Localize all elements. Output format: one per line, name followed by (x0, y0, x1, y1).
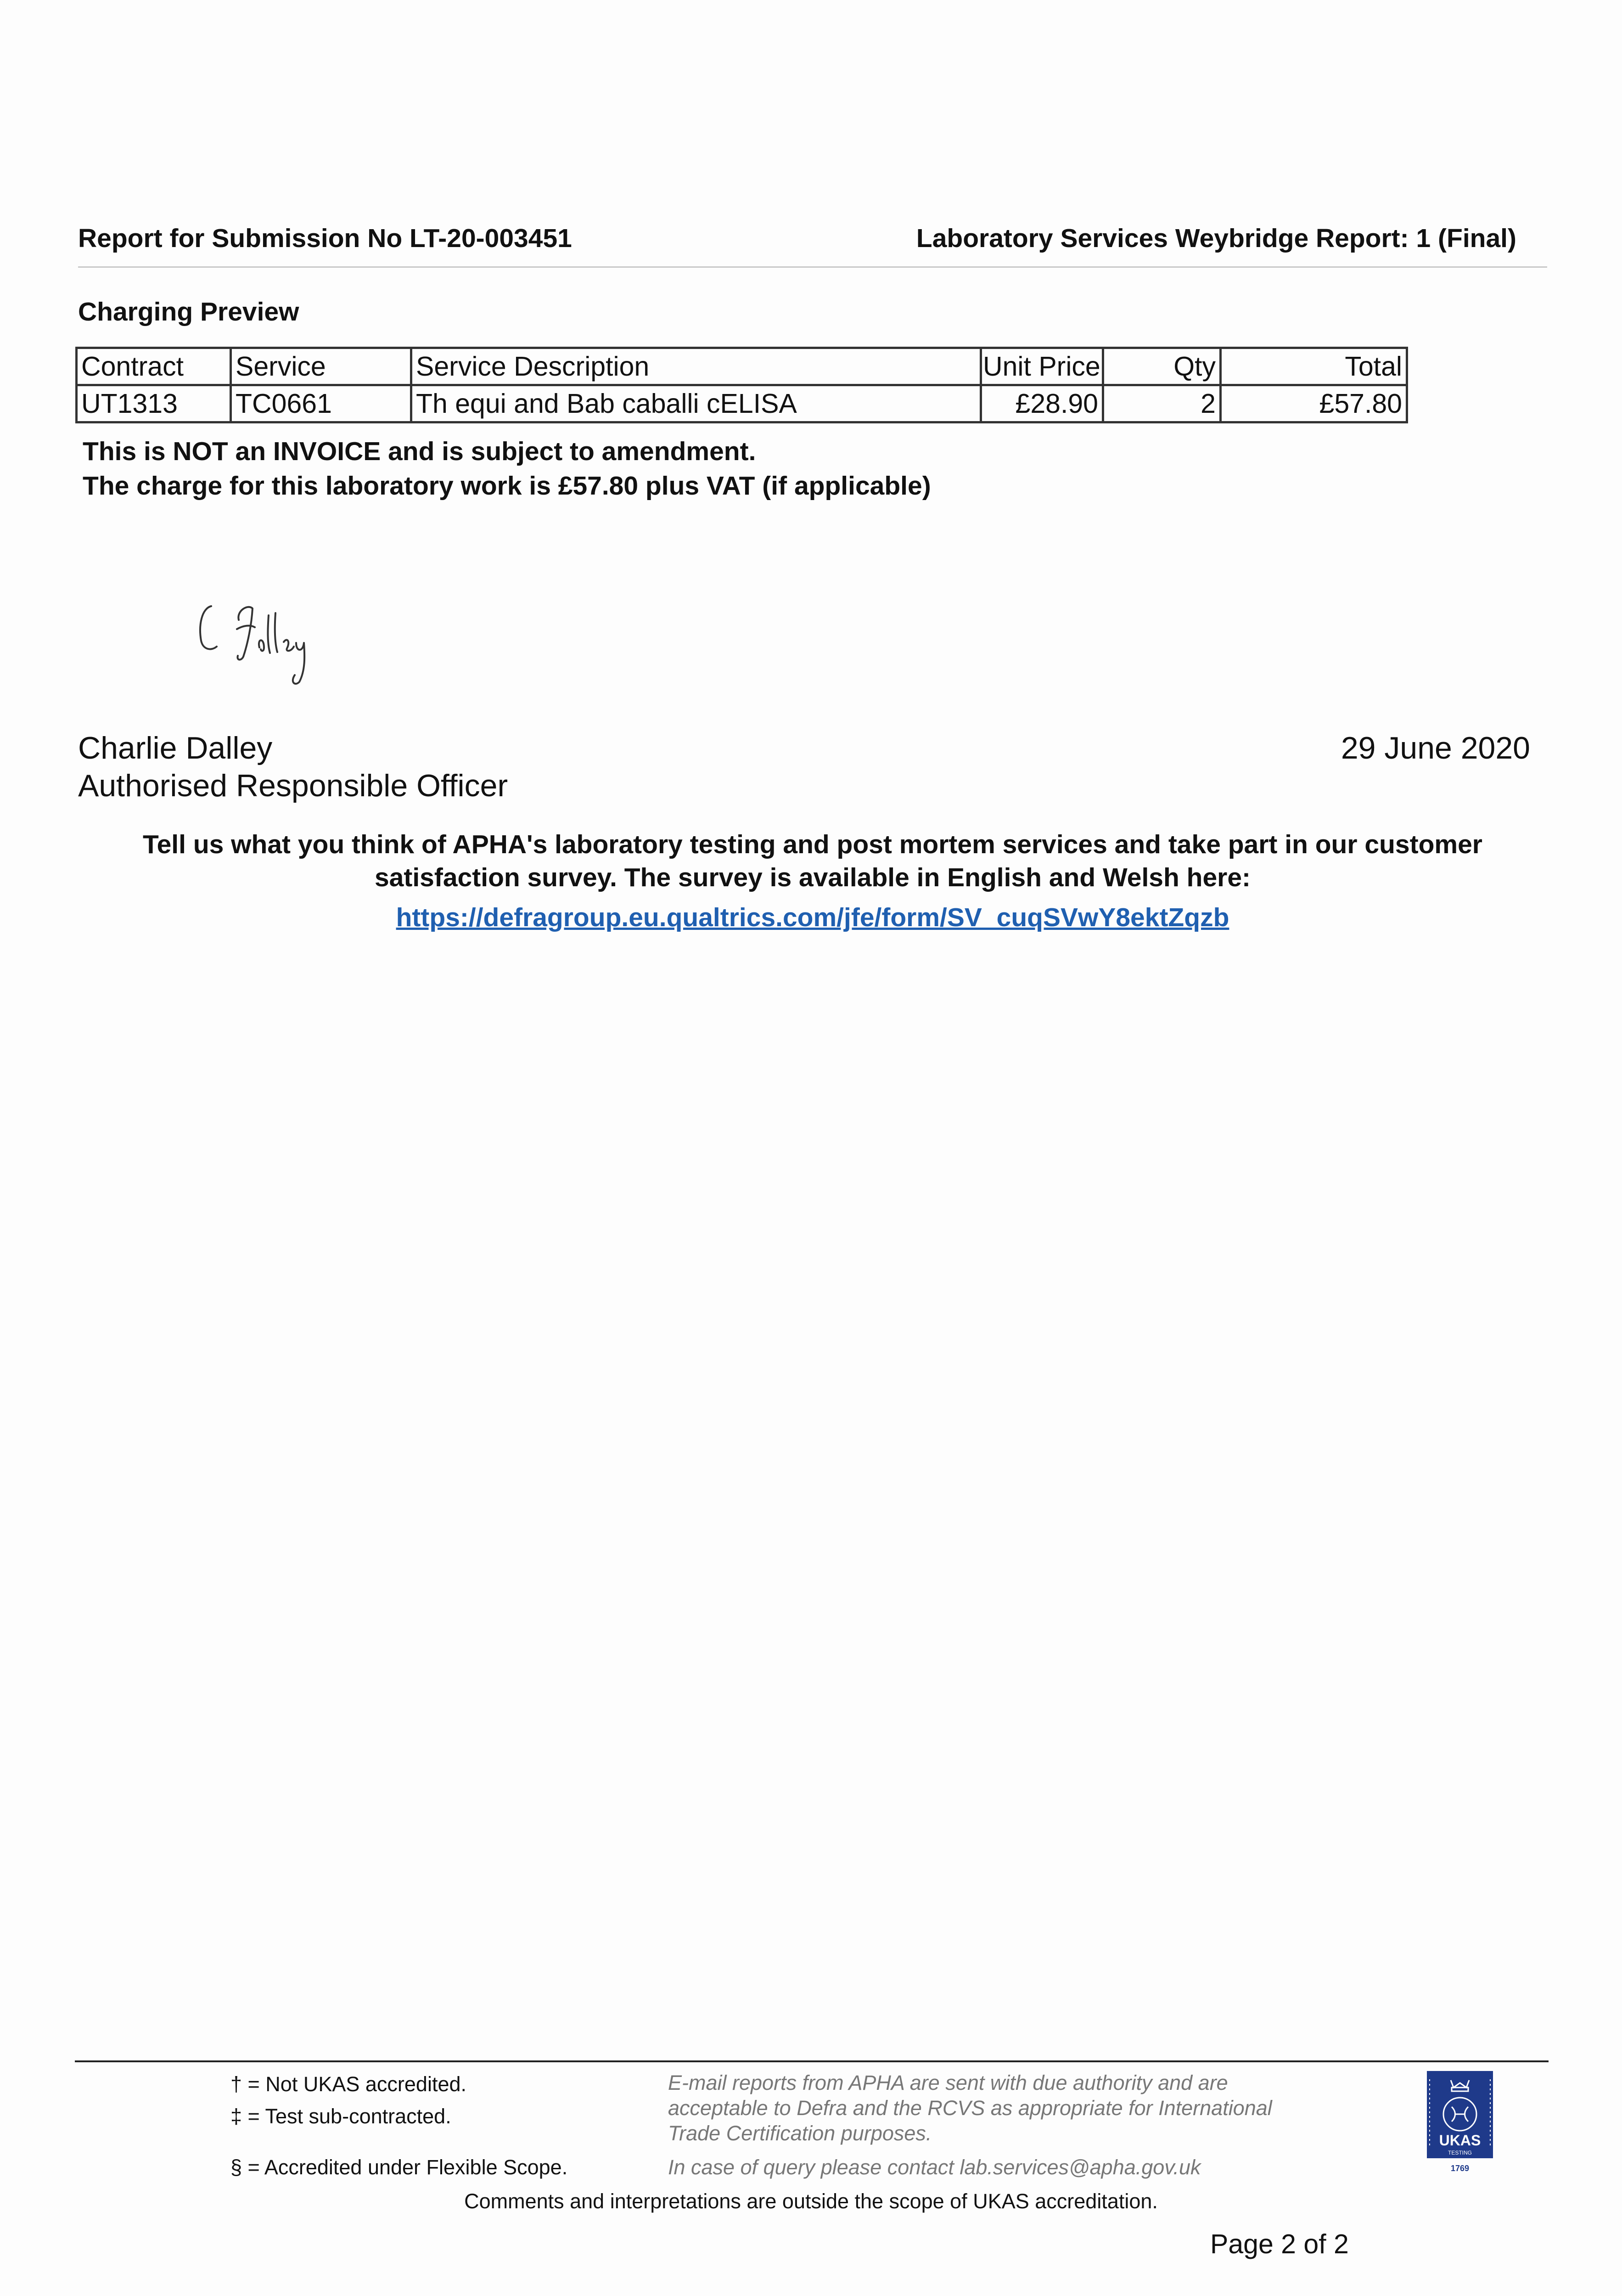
header-service-description: Service Description (411, 348, 981, 385)
invoice-notice: This is NOT an INVOICE and is subject to amendment. (83, 437, 756, 466)
handwritten-signature (193, 597, 321, 689)
email-disclaimer-line-3: Trade Certification purposes. (668, 2122, 932, 2145)
email-disclaimer (668, 2070, 1380, 2146)
ukas-comments-note: Comments and interpretations are outside the scope of UKAS accreditation. (464, 2189, 1158, 2213)
cell-service-description: Th equi and Bab caballi cELISA (411, 385, 981, 422)
ukas-logo (1423, 2070, 1497, 2176)
footnote-flexible-scope: § = Accredited under Flexible Scope. (230, 2155, 568, 2179)
cell-qty: 2 (1103, 385, 1221, 422)
signer-name: Charlie Dalley (78, 731, 273, 765)
header-divider (78, 266, 1547, 268)
cell-unit-price: £28.90 (981, 385, 1103, 422)
ukas-number: 1769 (1450, 2164, 1470, 2173)
header-total: Total (1221, 348, 1407, 385)
signature-date: 29 June 2020 (1341, 731, 1530, 765)
charging-table (75, 347, 1408, 423)
cell-total: £57.80 (1221, 385, 1407, 422)
survey-invitation (78, 828, 1547, 894)
section-title: Charging Preview (78, 297, 299, 326)
ukas-sub-label: TESTING (1448, 2150, 1472, 2156)
page-number: Page 2 of 2 (1210, 2229, 1349, 2259)
header-unit-price: Unit Price (981, 348, 1103, 385)
cell-service: TC0661 (231, 385, 411, 422)
survey-link-container (78, 902, 1547, 933)
report-lab-title: Laboratory Services Weybridge Report: 1 (Final) (916, 224, 1516, 253)
header-qty: Qty (1103, 348, 1221, 385)
report-submission-title: Report for Submission No LT-20-003451 (78, 224, 572, 253)
table-header-row (77, 348, 1407, 385)
cell-contract: UT1313 (77, 385, 231, 422)
survey-link[interactable]: https://defragroup.eu.qualtrics.com/jfe/form/SV_cuqSVwY8ektZqzb (396, 903, 1229, 932)
header-contract: Contract (77, 348, 231, 385)
survey-line-2: satisfaction survey. The survey is available in English and Welsh here: (374, 863, 1251, 892)
table-row (77, 385, 1407, 422)
email-disclaimer-line-2: acceptable to Defra and the RCVS as appropriate for International (668, 2096, 1272, 2120)
header-service: Service (231, 348, 411, 385)
footnote-subcontracted: ‡ = Test sub-contracted. (230, 2105, 451, 2128)
signer-role: Authorised Responsible Officer (78, 768, 508, 803)
charge-notice: The charge for this laboratory work is £57.80 plus VAT (if applicable) (83, 471, 931, 501)
query-contact: In case of query please contact lab.services@apha.gov.uk (668, 2155, 1201, 2179)
footer-divider (75, 2060, 1549, 2062)
ukas-label: UKAS (1439, 2132, 1481, 2149)
email-disclaimer-line-1: E-mail reports from APHA are sent with due authority and are (668, 2071, 1228, 2094)
footnote-not-ukas: † = Not UKAS accredited. (230, 2072, 467, 2096)
survey-line-1: Tell us what you think of APHA's laboratory testing and post mortem services and take part in our customer (143, 830, 1482, 859)
